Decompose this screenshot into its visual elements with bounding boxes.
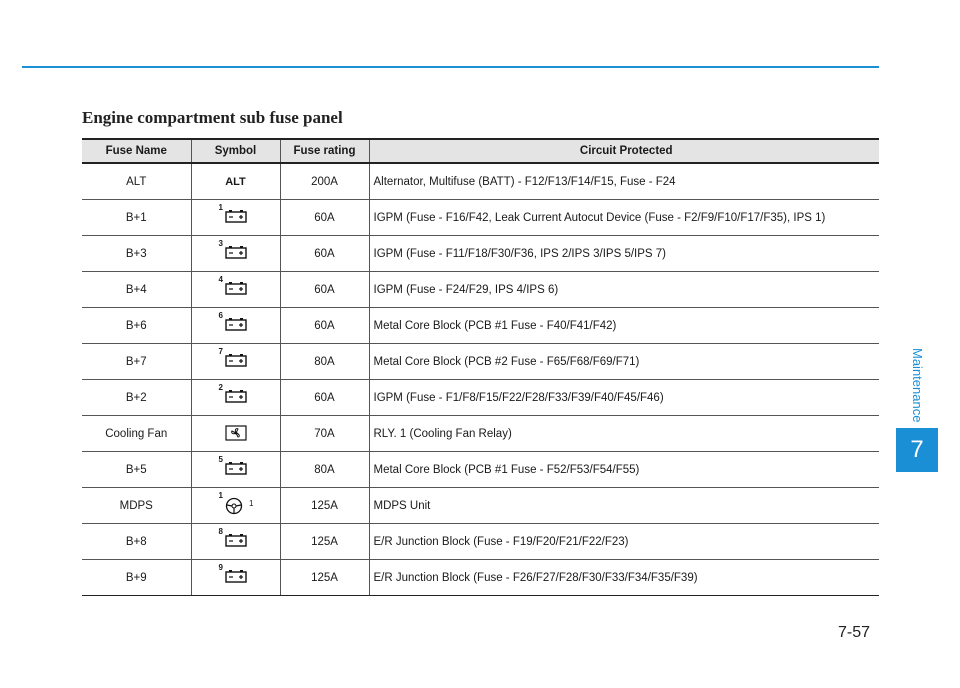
table-row: [82, 380, 879, 416]
fuse-name: MDPS: [82, 488, 191, 524]
fuse-name: B+2: [82, 380, 191, 416]
symbol-number: 2: [218, 383, 223, 392]
circuit-protected: Metal Core Block (PCB #1 Fuse - F40/F41/F42): [369, 308, 879, 344]
table-row: [82, 416, 879, 452]
table-row: [82, 560, 879, 596]
fuse-name: ALT: [82, 163, 191, 200]
header-symbol: Symbol: [191, 139, 280, 163]
fuse-symbol: [218, 384, 254, 408]
circuit-protected: RLY. 1 (Cooling Fan Relay): [369, 416, 879, 452]
fuse-rating: 60A: [280, 236, 369, 272]
circuit-protected: E/R Junction Block (Fuse - F26/F27/F28/F30/F33/F34/F35/F39): [369, 560, 879, 596]
table-row: [82, 163, 879, 200]
fuse-name: B+6: [82, 308, 191, 344]
circuit-protected: IGPM (Fuse - F1/F8/F15/F22/F28/F33/F39/F40/F45/F46): [369, 380, 879, 416]
table-row: [82, 236, 879, 272]
symbol-number: 9: [218, 563, 223, 572]
fuse-rating: 80A: [280, 344, 369, 380]
table-header-row: [82, 139, 879, 163]
symbol-cell: [191, 200, 280, 236]
circuit-protected: MDPS Unit: [369, 488, 879, 524]
fuse-symbol: [218, 564, 254, 588]
section-title: Engine compartment sub fuse panel: [82, 108, 343, 127]
fuse-rating: 70A: [280, 416, 369, 452]
fuse-name: Cooling Fan: [82, 416, 191, 452]
symbol-cell: [191, 452, 280, 488]
fuse-rating: 60A: [280, 308, 369, 344]
fuse-table: [82, 138, 879, 596]
fuse-symbol: [218, 348, 254, 372]
fuse-rating: 125A: [280, 524, 369, 560]
symbol-cell: [191, 524, 280, 560]
fuse-symbol: [218, 276, 254, 300]
top-rule: [22, 66, 879, 68]
circuit-protected: E/R Junction Block (Fuse - F19/F20/F21/F22/F23): [369, 524, 879, 560]
fuse-name: B+1: [82, 200, 191, 236]
table-row: [82, 452, 879, 488]
fuse-symbol: [218, 420, 254, 444]
header-fuse-rating: Fuse rating: [280, 139, 369, 163]
table-row: [82, 308, 879, 344]
symbol-number: 6: [218, 311, 223, 320]
fuse-rating: 60A: [280, 272, 369, 308]
fuse-table-body: [82, 163, 879, 596]
fuse-rating: 80A: [280, 452, 369, 488]
fuse-name: B+8: [82, 524, 191, 560]
fuse-symbol: [218, 312, 254, 336]
symbol-number: 1: [218, 203, 223, 212]
table-row: [82, 344, 879, 380]
fuse-name: B+9: [82, 560, 191, 596]
symbol-number: 4: [218, 275, 223, 284]
symbol-cell: [191, 272, 280, 308]
table-row: [82, 524, 879, 560]
alt-symbol: ALT: [225, 175, 246, 188]
circuit-protected: Metal Core Block (PCB #2 Fuse - F65/F68/F69/F71): [369, 344, 879, 380]
header-circuit-protected: Circuit Protected: [369, 139, 879, 163]
symbol-number: 3: [218, 239, 223, 248]
symbol-cell: [191, 236, 280, 272]
table-row: [82, 272, 879, 308]
fuse-symbol: [218, 240, 254, 264]
fuse-name: B+3: [82, 236, 191, 272]
symbol-number: 1: [218, 491, 223, 500]
circuit-protected: IGPM (Fuse - F16/F42, Leak Current Autocut Device (Fuse - F2/F9/F10/F17/F35), IPS 1): [369, 200, 879, 236]
symbol-cell: [191, 488, 280, 524]
page-number: 7-57: [838, 624, 871, 641]
symbol-cell: [191, 380, 280, 416]
fuse-symbol: [218, 456, 254, 480]
fuse-name: B+5: [82, 452, 191, 488]
fuse-rating: 60A: [280, 200, 369, 236]
fuse-name: B+4: [82, 272, 191, 308]
symbol-number: 8: [218, 527, 223, 536]
symbol-number: 7: [218, 347, 223, 356]
header-fuse-name: Fuse Name: [82, 139, 191, 163]
table-row: [82, 488, 879, 524]
chapter-tab: 7: [896, 428, 938, 472]
symbol-subscript: 1: [249, 499, 254, 508]
symbol-cell: [191, 308, 280, 344]
fuse-rating: 125A: [280, 488, 369, 524]
fuse-symbol: [218, 492, 254, 516]
fuse-rating: 200A: [280, 163, 369, 200]
circuit-protected: Alternator, Multifuse (BATT) - F12/F13/F14/F15, Fuse - F24: [369, 163, 879, 200]
circuit-protected: IGPM (Fuse - F24/F29, IPS 4/IPS 6): [369, 272, 879, 308]
symbol-cell: [191, 560, 280, 596]
table-row: [82, 200, 879, 236]
symbol-number: 5: [218, 455, 223, 464]
symbol-cell: [191, 163, 280, 200]
fuse-rating: 125A: [280, 560, 369, 596]
fuse-rating: 60A: [280, 380, 369, 416]
fuse-name: B+7: [82, 344, 191, 380]
fuse-symbol: [218, 528, 254, 552]
circuit-protected: IGPM (Fuse - F11/F18/F30/F36, IPS 2/IPS 3/IPS 5/IPS 7): [369, 236, 879, 272]
symbol-cell: [191, 344, 280, 380]
symbol-cell: [191, 416, 280, 452]
circuit-protected: Metal Core Block (PCB #1 Fuse - F52/F53/F54/F55): [369, 452, 879, 488]
fuse-symbol: [218, 204, 254, 228]
side-label-maintenance: Maintenance: [910, 347, 925, 423]
